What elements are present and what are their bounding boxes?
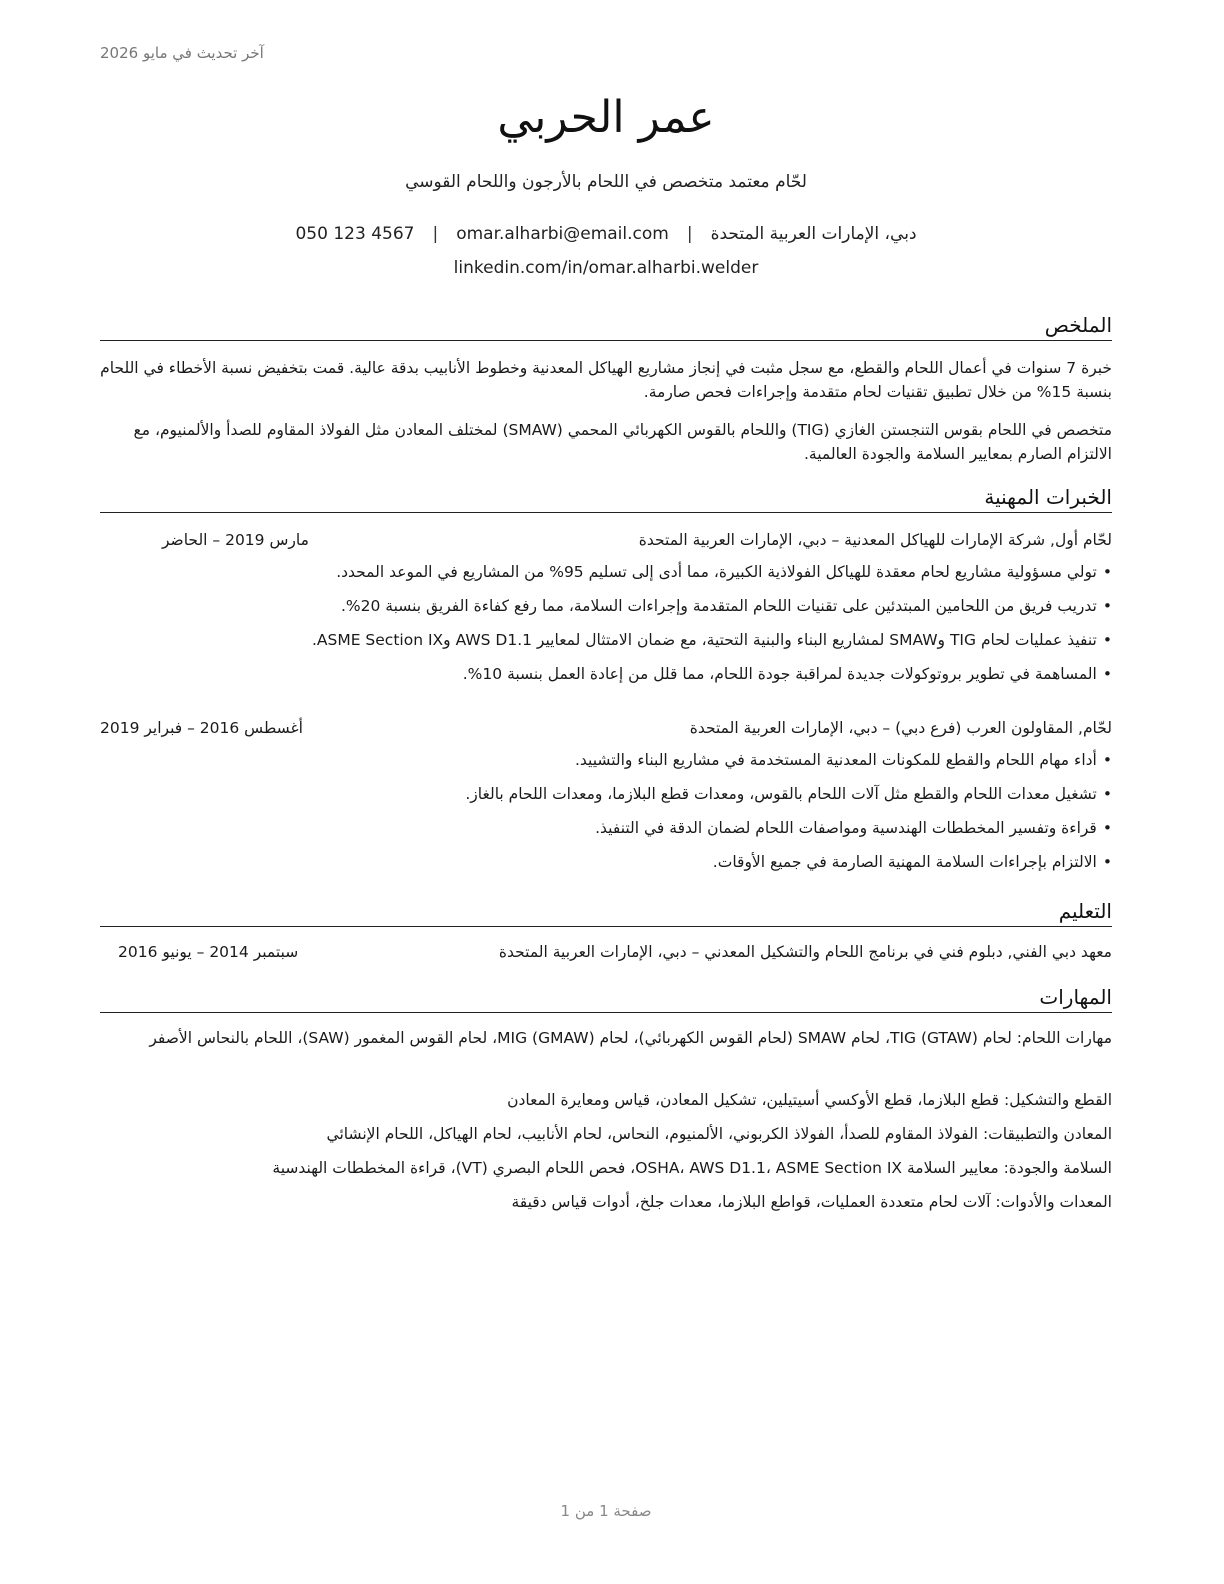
job-header xyxy=(100,716,1112,740)
education-school: معهد دبي الفني, دبلوم فني في برنامج اللحام والتشكيل المعدني – دبي، الإمارات العربية المتحدة xyxy=(498,943,1112,961)
page-number: صفحة 1 من 1 xyxy=(560,1502,652,1520)
candidate-title: لحّام معتمد متخصص في اللحام بالأرجون واللحام القوسي xyxy=(405,172,807,192)
job-bullet: •الالتزام بإجراءات السلامة المهنية الصارمة في جميع الأوقات. xyxy=(712,853,1112,871)
section-heading-summary: الملخص xyxy=(100,312,1112,341)
job-bullet: •تولي مسؤولية مشاريع لحام معقدة للهياكل الفولاذية الكبيرة، مما أدى إلى تسليم 95% من المشاريع في الموعد المحدد. xyxy=(336,563,1112,581)
job-bullet: •تشغيل معدات اللحام والقطع مثل آلات اللحام بالقوس، ومعدات قطع البلازما، ومعدات اللحام بالغاز. xyxy=(465,785,1112,803)
contact-email[interactable]: omar.alharbi@email.com xyxy=(456,224,669,244)
education-dates: سبتمبر 2014 – يونيو 2016 xyxy=(118,943,299,961)
job-bullet: •قراءة وتفسير المخططات الهندسية ومواصفات اللحام لضمان الدقة في التنفيذ. xyxy=(595,819,1112,837)
job-bullet: •تدريب فريق من اللحامين المبتدئين على تقنيات اللحام المتقدمة وإجراءات السلامة، مما رفع كفاءة الفريق بنسبة 20%. xyxy=(340,597,1112,615)
contact-phone: 050 123 4567 xyxy=(295,224,415,244)
job-position: لحّام أول, شركة الإمارات للهياكل المعدنية – دبي، الإمارات العربية المتحدة xyxy=(638,531,1112,549)
resume-page xyxy=(100,0,1112,1584)
job-header xyxy=(100,528,1112,552)
job-dates: أغسطس 2016 – فبراير 2019 xyxy=(100,719,303,737)
job-bullet: •أداء مهام اللحام والقطع للمكونات المعدنية المستخدمة في مشاريع البناء والتشييد. xyxy=(574,751,1112,769)
job-bullet: •المساهمة في تطوير بروتوكولات جديدة لمراقبة جودة اللحام، مما قلل من إعادة العمل بنسبة 10%. xyxy=(462,665,1112,683)
education-entry xyxy=(100,940,1112,964)
skill-line: القطع والتشكيل: قطع البلازما، قطع الأوكسي أسيتيلين، تشكيل المعادن، قياس ومعايرة المعادن xyxy=(507,1091,1112,1109)
candidate-name: عمر الحربي xyxy=(497,92,715,143)
job-position: لحّام, المقاولون العرب (فرع دبي) – دبي، الإمارات العربية المتحدة xyxy=(689,719,1112,737)
contact-location: دبي، الإمارات العربية المتحدة xyxy=(710,224,917,244)
contact-linkedin[interactable]: linkedin.com/in/omar.alharbi.welder xyxy=(453,258,759,278)
contact-separator: | xyxy=(686,224,693,244)
last-updated: آخر تحديث في مايو 2026 xyxy=(100,44,264,62)
skill-line: المعدات والأدوات: آلات لحام متعددة العمليات، قواطع البلازما، معدات جلخ، أدوات قياس دقيقة xyxy=(511,1193,1112,1211)
skill-line: مهارات اللحام: لحام TIG (GTAW)، لحام SMAW (لحام القوس الكهربائي)، لحام MIG (GMAW)، لحام القوس المغمور (SAW)، اللحام بالنحاس الأصفر xyxy=(149,1029,1112,1047)
section-heading-skills: المهارات xyxy=(100,984,1112,1013)
skill-line: السلامة والجودة: معايير السلامة OSHA، AWS D1.1، ASME Section IX، فحص اللحام البصري (VT)، قراءة المخططات الهندسية xyxy=(272,1159,1112,1177)
summary-paragraph: خبرة 7 سنوات في أعمال اللحام والقطع، مع سجل مثبت في إنجاز مشاريع الهياكل المعدنية وخطوط الأنابيب بدقة عالية. قمت بتخفيض نسبة الأخطاء في اللحام بنسبة 15% من خلال تطبيق تقنيات لحام متقدمة وإجراءات فحص صارمة. xyxy=(100,359,1112,401)
section-heading-education: التعليم xyxy=(100,898,1112,927)
summary-paragraph: متخصص في اللحام بقوس التنجستن الغازي (TIG) واللحام بالقوس الكهربائي المحمي (SMAW) لمختلف المعادن مثل الفولاذ المقاوم للصدأ والألمنيوم، مع الالتزام الصارم بمعايير السلامة والجودة العالمية. xyxy=(133,421,1112,463)
contact-separator: | xyxy=(432,224,439,244)
section-heading-experience: الخبرات المهنية xyxy=(100,484,1112,513)
contact-line xyxy=(100,224,1112,244)
skill-line: المعادن والتطبيقات: الفولاذ المقاوم للصدأ، الفولاذ الكربوني، الألمنيوم، النحاس، لحام الأنابيب، لحام الهياكل، اللحام الإنشائي xyxy=(326,1125,1112,1143)
job-bullet: •تنفيذ عمليات لحام TIG وSMAW لمشاريع البناء والبنية التحتية، مع ضمان الامتثال لمعايير AWS D1.1 وASME Section IX. xyxy=(311,631,1112,649)
job-dates: مارس 2019 – الحاضر xyxy=(162,531,309,549)
